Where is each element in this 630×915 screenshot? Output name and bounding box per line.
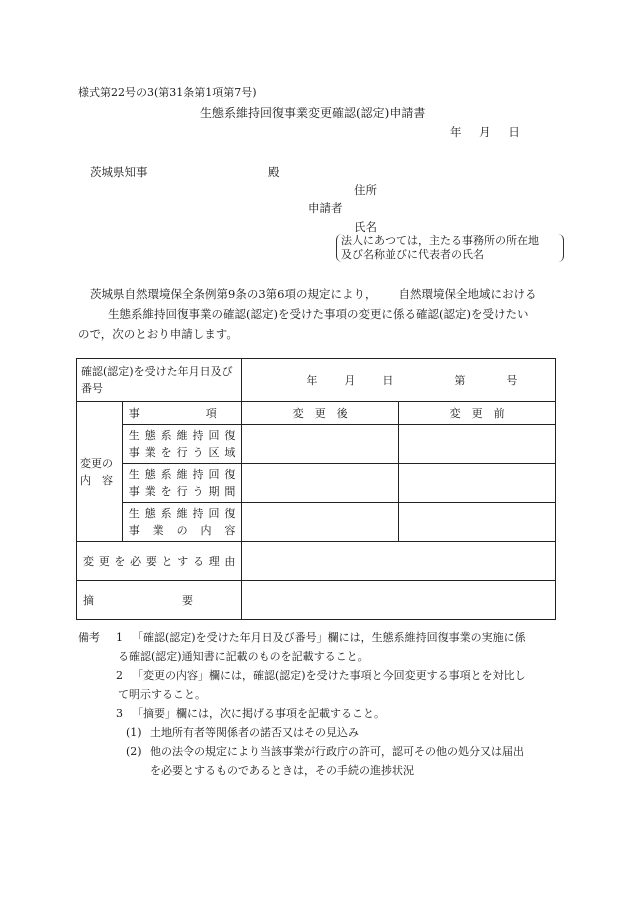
form-number: 様式第22号の3(第31条第1項第7号): [78, 86, 257, 99]
date-month: 月: [479, 125, 491, 139]
note1-line1: 「確認(認定)を受けた年月日及び番号」欄には，生態系維持回復事業の実施に係: [132, 631, 526, 644]
note1-line2: る確認(認定)通知書に記載のものを記載すること。: [118, 650, 369, 663]
content-after-field[interactable]: [242, 503, 399, 542]
note1-number: 1: [116, 631, 123, 644]
summary-label: 摘 要: [77, 581, 242, 620]
application-statement: [78, 284, 568, 344]
item-header: 事 項: [122, 402, 242, 425]
note3-number: 3: [116, 707, 123, 720]
item-content-line1: 生態系維持回復: [128, 507, 236, 520]
certification-date-field[interactable]: [242, 359, 556, 402]
item-area: [122, 425, 242, 464]
notes-header: 備考: [78, 631, 100, 644]
application-table: [76, 358, 556, 620]
corporation-note-line1: 法人にあつては，主たる事務所の所在地: [341, 234, 539, 247]
cert-no-prefix: 第: [454, 374, 466, 387]
date-day: 日: [508, 125, 520, 139]
addressee: 茨城県知事: [90, 165, 148, 179]
period-after-field[interactable]: [242, 464, 399, 503]
subnote1-number: (1): [126, 726, 142, 739]
corporation-note: [336, 234, 564, 262]
item-period-line2: 事業を行う期間: [128, 485, 236, 498]
cert-day: 日: [382, 374, 394, 387]
cert-month: 月: [344, 374, 356, 387]
statement-line3: ので，次のとおり申請します。: [78, 327, 238, 341]
area-after-field[interactable]: [242, 425, 399, 464]
document-title: 生態系維持回復事業変更確認(認定)申請書: [200, 106, 426, 120]
statement-line1a: 茨城県自然環境保全条例第9条の3第6項の規定により，: [90, 287, 377, 301]
certification-date-label: 確認(認定)を受けた年月日及び番号: [77, 359, 242, 402]
after-header: 変 更 後: [242, 402, 399, 425]
address-label: 住所: [354, 183, 377, 197]
applicant-label: 申請者: [308, 201, 343, 215]
content-before-field[interactable]: [399, 503, 556, 542]
item-content: [122, 503, 242, 542]
note2-line2: て明示すること。: [118, 688, 206, 701]
honorific: 殿: [268, 165, 280, 179]
item-content-line2: 事業の内容: [128, 524, 236, 537]
period-before-field[interactable]: [399, 464, 556, 503]
summary-field[interactable]: [242, 581, 556, 620]
change-content-label-2: 内 容: [80, 473, 113, 487]
name-label: 氏名: [354, 220, 377, 234]
cert-year: 年: [306, 374, 318, 387]
change-content-label-1: 変更の: [80, 456, 113, 470]
item-area-line2: 事業を行う区域: [128, 446, 236, 459]
before-header: 変 更 前: [399, 402, 556, 425]
cert-no-suffix: 号: [506, 374, 518, 387]
item-period-line1: 生態系維持回復: [128, 468, 236, 481]
area-before-field[interactable]: [399, 425, 556, 464]
item-period: [122, 464, 242, 503]
date-year: 年: [450, 125, 462, 139]
statement-line1b: 自然環境保全地域における: [398, 287, 537, 301]
corporation-note-line2: 及び名称並びに代表者の氏名: [341, 248, 484, 261]
subnote1-line1: 土地所有者等関係者の諾否又はその見込み: [150, 726, 359, 739]
change-content-label: [77, 402, 123, 542]
reason-field[interactable]: [242, 542, 556, 581]
subnote2-number: (2): [126, 745, 142, 758]
notes: [78, 628, 568, 780]
item-area-line1: 生態系維持回復: [128, 429, 236, 442]
note2-line1: 「変更の内容」欄には，確認(認定)を受けた事項と今回変更する事項とを対比し: [132, 669, 526, 682]
date-line: [450, 124, 520, 140]
note2-number: 2: [116, 669, 123, 682]
note3-line1: 「摘要」欄には，次に掲げる事項を記載すること。: [132, 707, 385, 720]
reason-label: 変更を必要とする理由: [77, 542, 242, 581]
subnote2-line2: を必要とするものであるときは，その手続の進捗状況: [150, 764, 414, 777]
subnote2-line1: 他の法令の規定により当該事業が行政庁の許可，認可その他の処分又は届出: [150, 745, 524, 758]
statement-line2: 生態系維持回復事業の確認(認定)を受けた事項の変更に係る確認(認定)を受けたい: [108, 307, 529, 321]
